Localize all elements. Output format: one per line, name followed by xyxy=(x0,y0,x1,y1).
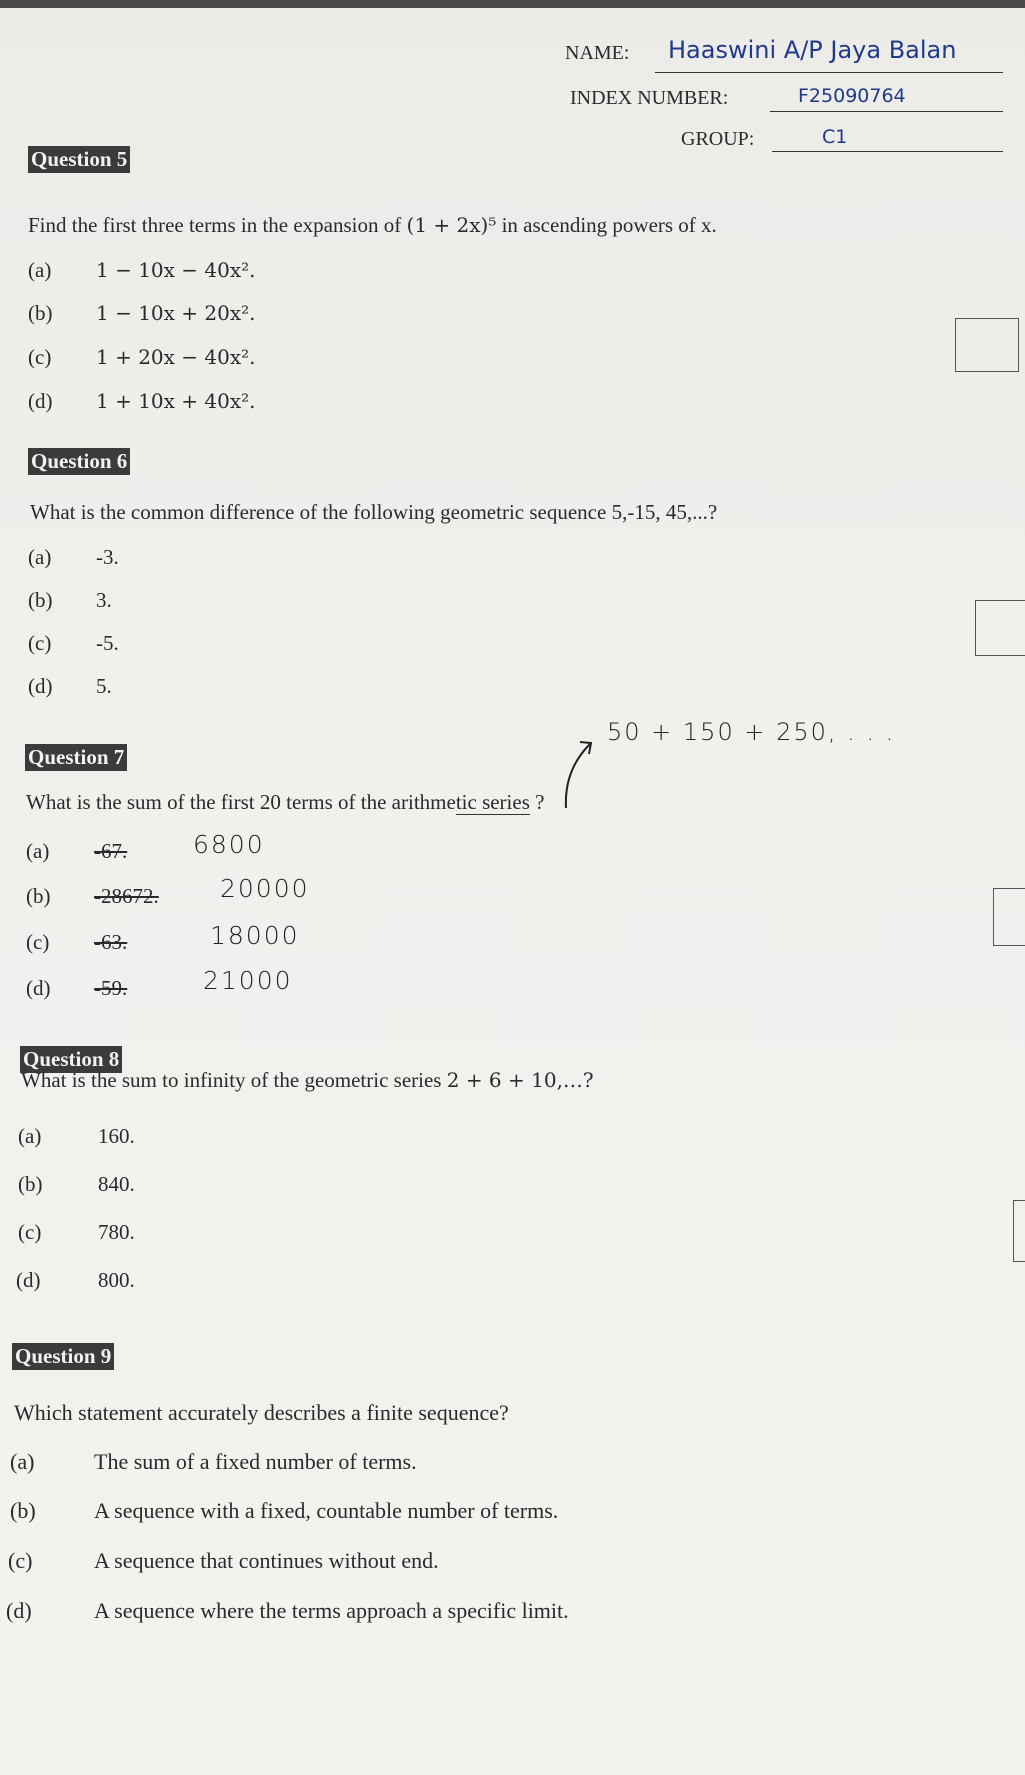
q8-option-c[interactable]: (c) 780. xyxy=(18,1220,135,1244)
handwritten-series-note: 50 + 150 + 250, . . . xyxy=(607,718,896,746)
q7-option-b[interactable]: (b) -28672. xyxy=(26,884,159,908)
q8-answer-box[interactable] xyxy=(1013,1200,1025,1262)
question-9-text: Which statement accurately describes a finite sequence? xyxy=(14,1400,509,1425)
question-8-text: What is the sum to infinity of the geometric series 2 + 6 + 10,…? xyxy=(21,1068,594,1092)
q5-option-b[interactable]: (b) 1 − 10x + 20x². xyxy=(28,301,256,325)
q9-option-a[interactable]: (a) The sum of a fixed number of terms. xyxy=(10,1449,417,1474)
q7-option-d-correction: 21000 xyxy=(203,966,293,995)
q7-option-c-correction: 18000 xyxy=(210,921,300,950)
q7-answer-box[interactable] xyxy=(993,888,1025,946)
question-6-heading: Question 6 xyxy=(28,448,130,475)
q8-option-b[interactable]: (b) 840. xyxy=(18,1172,135,1196)
question-8-heading: Question 8 xyxy=(20,1046,122,1073)
q8-option-a[interactable]: (a) 160. xyxy=(18,1124,135,1148)
question-6-text: What is the common difference of the following geometric sequence 5,-15, 45,...? xyxy=(30,500,718,524)
index-line xyxy=(770,111,1003,112)
name-label: NAME: xyxy=(565,42,630,64)
q9-option-d[interactable]: (d) A sequence where the terms approach a specific limit. xyxy=(6,1598,569,1623)
question-5-text: Find the first three terms in the expansion of (1 + 2x)⁵ in ascending powers of x. xyxy=(28,213,717,237)
q9-option-c[interactable]: (c) A sequence that continues without end. xyxy=(8,1548,439,1573)
q7-option-a-correction: 6800 xyxy=(193,830,265,859)
question-7-text: What is the sum of the first 20 terms of the arithmetic series ? xyxy=(26,790,545,814)
q7-option-b-correction: 20000 xyxy=(220,874,310,903)
q5-option-d[interactable]: (d) 1 + 10x + 40x². xyxy=(28,389,256,413)
name-value: Haaswini A/P Jaya Balan xyxy=(668,36,957,64)
q6-option-b[interactable]: (b) 3. xyxy=(28,588,112,612)
group-label: GROUP: xyxy=(681,128,755,150)
q7-option-d[interactable]: (d) -59. xyxy=(26,976,128,1000)
question-9-heading: Question 9 xyxy=(12,1343,114,1370)
q5-answer-box[interactable] xyxy=(955,318,1019,372)
group-line xyxy=(772,151,1003,152)
q6-option-a[interactable]: (a) -3. xyxy=(28,545,119,569)
group-value: C1 xyxy=(822,126,848,148)
q6-option-c[interactable]: (c) -5. xyxy=(28,631,119,655)
index-number-value: F25090764 xyxy=(798,85,906,107)
handwritten-arrow xyxy=(560,730,600,810)
question-7-heading: Question 7 xyxy=(25,744,127,771)
q5-option-a[interactable]: (a) 1 − 10x − 40x². xyxy=(28,258,256,282)
q7-option-c[interactable]: (c) -63. xyxy=(26,930,128,954)
q5-option-c[interactable]: (c) 1 + 20x − 40x². xyxy=(28,345,256,369)
q7-option-a[interactable]: (a) -67. xyxy=(26,839,128,863)
index-number-label: INDEX NUMBER: xyxy=(570,87,729,109)
question-5-heading: Question 5 xyxy=(28,146,130,173)
name-line xyxy=(655,72,1003,73)
q6-option-d[interactable]: (d) 5. xyxy=(28,674,112,698)
q8-option-d[interactable]: (d) 800. xyxy=(16,1268,135,1292)
exam-sheet xyxy=(0,8,1025,1775)
q9-option-b[interactable]: (b) A sequence with a fixed, countable number of terms. xyxy=(10,1498,559,1523)
q6-answer-box[interactable] xyxy=(975,600,1025,656)
